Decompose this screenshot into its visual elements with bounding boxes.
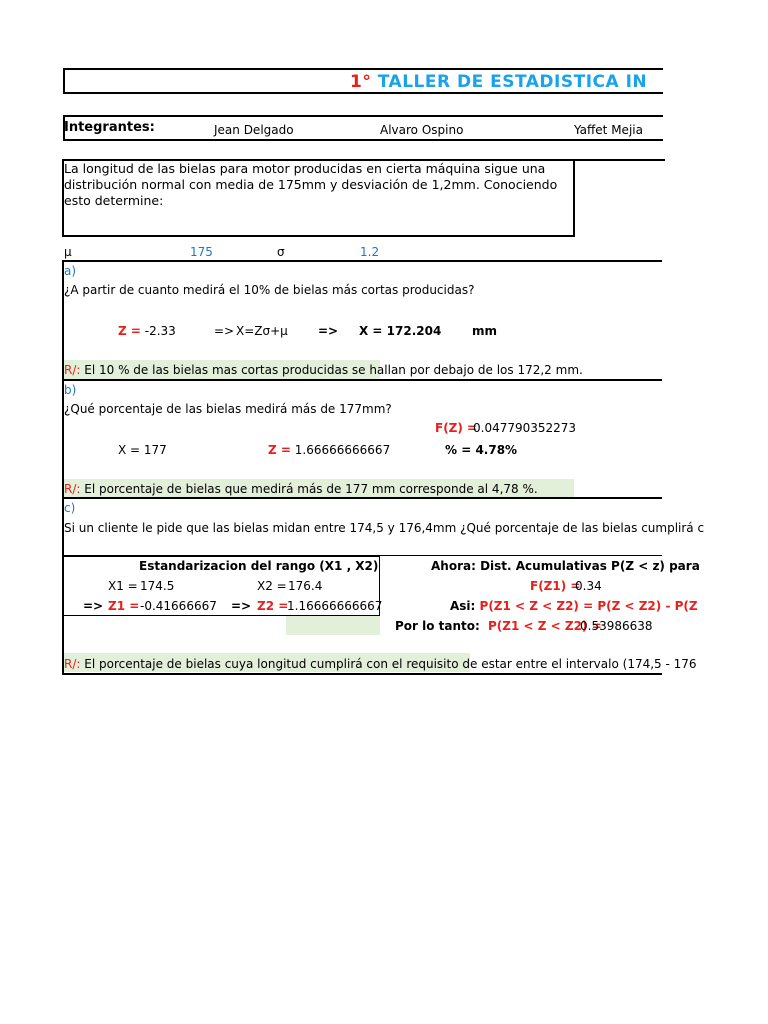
part-b-answer-text: El porcentaje de bielas que medirá más de 177 mm corresponde al 4,78 %.	[84, 482, 538, 496]
part-a-letter: a)	[64, 264, 77, 278]
part-c-question: Si un cliente le pide que las bielas midan entre 174,5 y 176,4mm ¿Qué porcentaje de las bielas cumplirá c	[64, 521, 705, 535]
asi-expr-2: P(Z < Z2) - P(Z	[597, 599, 698, 613]
portanto-expr: P(Z1 < Z < Z2) =	[488, 619, 602, 633]
part-c-letter: c)	[64, 501, 76, 515]
x1-label: X1 =	[108, 579, 138, 593]
members-bottom-border	[63, 139, 663, 141]
part-a-answer	[64, 363, 583, 377]
asi-label: Asi:	[450, 599, 476, 613]
part-a-answer-text: El 10 % de las bielas mas cortas producidas se hallan por debajo de los 172,2 mm.	[84, 363, 583, 377]
part-a-z	[118, 324, 176, 338]
part-b-answer	[64, 482, 538, 496]
title-number: 1°	[350, 72, 372, 92]
part-c-top-border	[62, 497, 662, 499]
part-b-pct-value: 4.78%	[475, 443, 518, 457]
part-b-top-border	[62, 379, 662, 381]
part-a-arrow-2: =>	[318, 324, 339, 338]
part-c-answer-text: El porcentaje de bielas cuya longitud cumplirá con el requisito de estar entre el intervalo (174,5 - 176	[84, 657, 697, 671]
page-title	[350, 72, 647, 92]
part-a-arrow-1: =>	[214, 324, 235, 338]
z1-label: Z1 =	[108, 599, 140, 613]
main-bottom-border	[62, 673, 662, 675]
x2-label: X2 =	[257, 579, 287, 593]
title-text: TALLER DE ESTADISTICA IN	[377, 72, 648, 92]
mu-value: 175	[190, 245, 213, 259]
portanto-row	[395, 619, 602, 633]
part-a-z-value: -2.33	[144, 324, 176, 338]
dist-title: Ahora: Dist. Acumulativas P(Z < z) para	[431, 559, 700, 573]
part-b-fz-value: 0.047790352273	[473, 421, 577, 435]
members-top-border	[63, 115, 663, 117]
asi-row	[450, 599, 698, 613]
part-b-z-label: Z =	[268, 443, 291, 457]
asi-expr-1: P(Z1 < Z < Z2) =	[479, 599, 594, 613]
x2-value: 176.4	[288, 579, 323, 593]
problem-statement: La longitud de las bielas para motor producidas en cierta máquina sigue una distribución normal con media de 175mm y desviación de 1,2mm. Conociendo esto determine:	[64, 161, 558, 208]
part-b-z	[268, 443, 390, 457]
z2-arrow: =>	[231, 599, 252, 613]
z1-value: -0.41666667	[140, 599, 217, 613]
part-b-x: X = 177	[118, 443, 167, 457]
part-c-result-highlight	[286, 616, 380, 635]
part-b-z-value: 1.66666666667	[294, 443, 391, 457]
fz1-value: 0.34	[575, 579, 602, 593]
part-a-z-label: Z =	[118, 324, 141, 338]
part-b-question: ¿Qué porcentaje de las bielas medirá más de 177mm?	[64, 402, 392, 416]
part-b-fz-label: F(Z) =	[435, 421, 478, 435]
sigma-label: σ	[277, 245, 285, 259]
part-a-unit: mm	[472, 324, 498, 338]
part-c-answer-prefix: R/:	[64, 657, 81, 671]
part-b-letter: b)	[64, 383, 77, 397]
z2-label: Z2 =	[257, 599, 289, 613]
part-b-pct-label: % =	[445, 443, 472, 457]
part-b-pct	[445, 443, 517, 457]
member-name-2: Alvaro Ospino	[380, 123, 464, 137]
part-a-x-result: X = 172.204	[359, 324, 442, 338]
portanto-label: Por lo tanto:	[395, 619, 480, 633]
members-label: Integrantes:	[64, 120, 155, 135]
member-name-1: Jean Delgado	[214, 123, 294, 137]
part-a-answer-prefix: R/:	[64, 363, 81, 377]
mu-label: μ	[64, 245, 72, 259]
problem-top-border-ext	[575, 159, 665, 161]
part-c-answer	[64, 657, 697, 671]
member-name-3: Yaffet Mejia	[574, 123, 643, 137]
x1-value: 174.5	[140, 579, 175, 593]
sigma-value: 1.2	[360, 245, 380, 259]
z2-value: 1.16666666667	[287, 599, 383, 613]
part-b-answer-prefix: R/:	[64, 482, 81, 496]
z1-arrow: =>	[83, 599, 104, 613]
part-a-formula: X=Zσ+μ	[236, 324, 288, 338]
fz1-label: F(Z1) =	[530, 579, 581, 593]
part-a-question: ¿A partir de cuanto medirá el 10% de bielas más cortas producidas?	[64, 283, 475, 297]
portanto-value: 0.53986638	[580, 619, 653, 633]
part-a-top-border	[62, 260, 662, 262]
std-title: Estandarizacion del rango (X1 , X2)	[139, 559, 379, 573]
